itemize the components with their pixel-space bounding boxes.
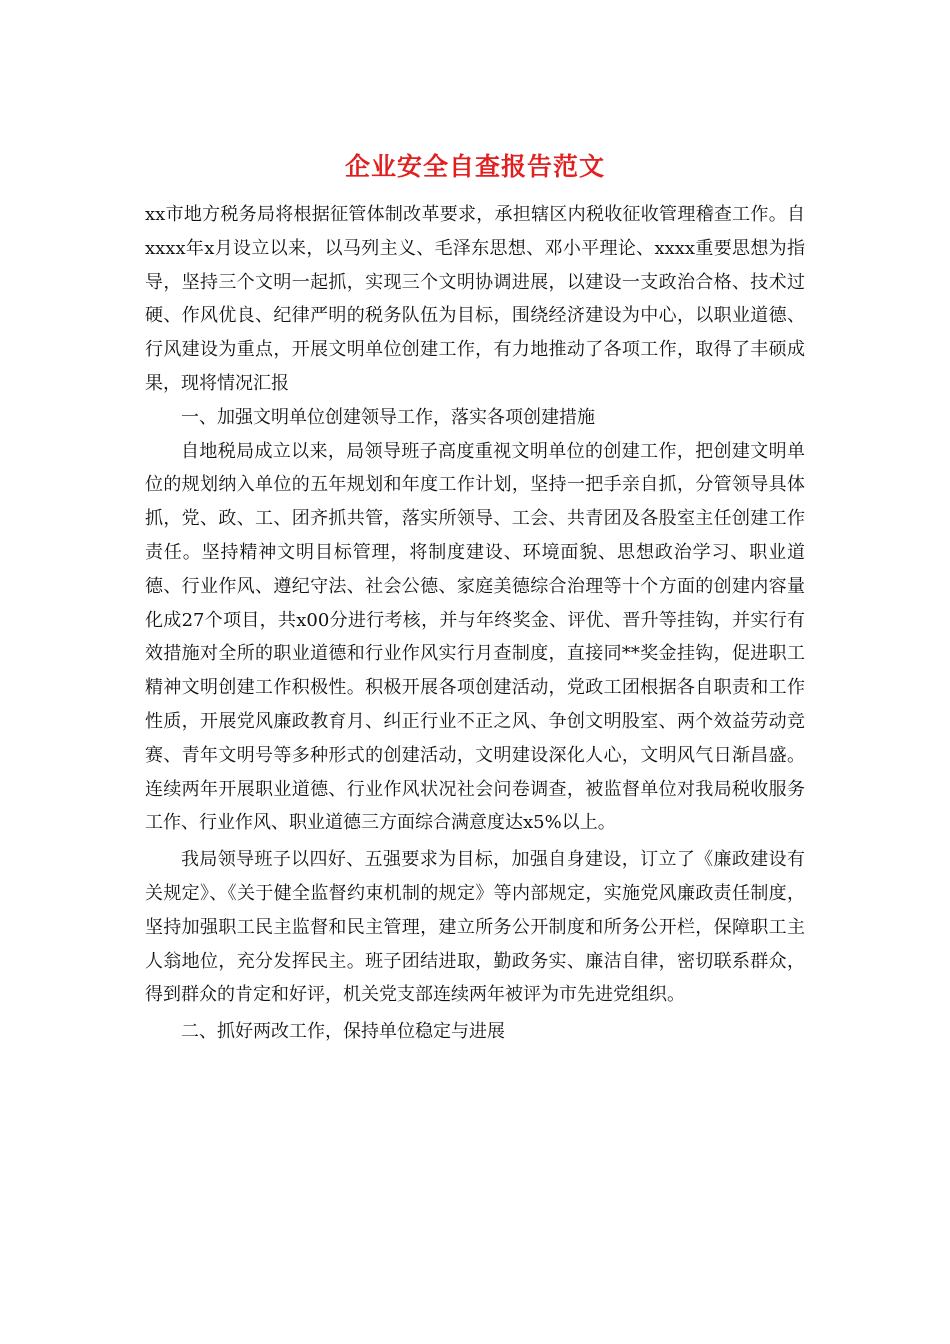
document-title: 企业安全自查报告范文 — [344, 152, 605, 181]
paragraph-intro: xx市地方税务局将根据征管体制改革要求，承担辖区内税收征收管理稽查工作。自xxxx年x月设立以来，以马列主义、毛泽东思想、邓小平理论、xxxx重要思想为指导，坚持三个文明一起抓，实现三个文明协调进展，以建设一支政治合格、技术过硬、作风优良、纪律严明的税务队伍为目标，围绕经济建设为中心，以职业道德、行风建设为重点，开展文明单位创建工作，有力地推动了各项工作，取得了丰硕成果，现将情况汇报 — [145, 204, 805, 394]
paragraph-leadership: 我局领导班子以四好、五强要求为目标，加强自身建设，订立了《廉政建设有关规定》、《关于健全监督约束机制的规定》等内部规定，实施党风廉政责任制度，坚持加强职工民主监督和民主管理，建立所务公开制度和所务公开栏，保障职工主人翁地位，充分发挥民主。班子团结进取，勤政务实、廉洁自律，密切联系群众，得到群众的肯定和好评，机关党支部连续两年被评为市先进党组织。 — [145, 849, 805, 1006]
paragraph-section-1-body: 自地税局成立以来，局领导班子高度重视文明单位的创建工作，把创建文明单位的规划纳入单位的五年规划和年度工作计划，坚持一把手亲自抓，分管领导具体抓，党、政、工、团齐抓共管，落实所领导、工会、共青团及各股室主任创建工作责任。坚持精神文明目标管理，将制度建设、环境面貌、思想政治学习、职业道德、行业作风、遵纪守法、社会公德、家庭美德综合治理等十个方面的创建内容量化成27个项目，共x00分进行考核，并与年终奖金、评优、晋升等挂钩，并实行有效措施对全所的职业道德和行业作风实行月查制度，直接同**奖金挂钩，促进职工精神文明创建工作积极性。积极开展各项创建活动，党政工团根据各自职责和工作性质，开展党风廉政教育月、纠正行业不正之风、争创文明股室、两个效益劳动竞赛、青年文明号等多种形式的创建活动，文明建设深化人心，文明风气日渐昌盛。连续两年开展职业道德、行业作风状况社会问卷调查，被监督单位对我局税收服务工作、行业作风、职业道德三方面综合满意度达x5%以上。 — [145, 440, 805, 834]
section-heading-2: 二、抓好两改工作，保持单位稳定与进展 — [181, 1021, 505, 1043]
document-body — [145, 198, 805, 1049]
section-heading-1: 一、加强文明单位创建领导工作，落实各项创建措施 — [181, 406, 595, 428]
